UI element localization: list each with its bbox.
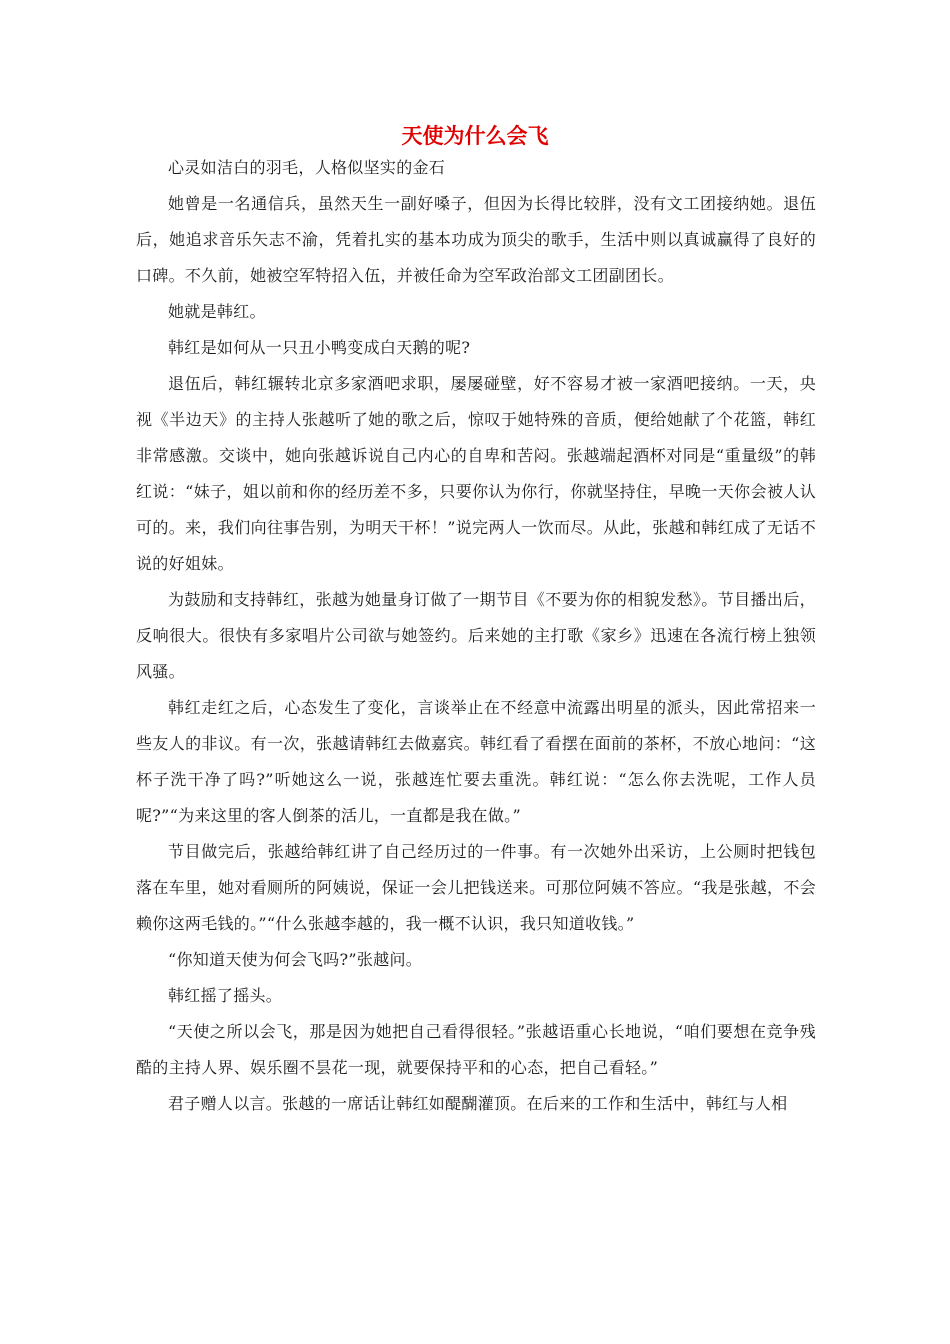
body-paragraph: 韩红走红之后，心态发生了变化，言谈举止在不经意中流露出明星的派头，因此常招来一些友人的非议。有一次，张越请韩红去做嘉宾。韩红看了看摆在面前的茶杯，不放心地问：“这杯子洗干净了吗?”听她这么一说，张越连忙要去重洗。韩红说：“怎么你去洗呢，工作人员呢?”“为来这里的客人倒茶的活儿，一直都是我在做。” (136, 698, 816, 825)
body-paragraph: 君子赠人以言。张越的一席话让韩红如醍醐灌顶。在后来的工作和生活中，韩红与人相 (168, 1094, 788, 1113)
body-paragraph: 为鼓励和支持韩红，张越为她量身订做了一期节目《不要为你的相貌发愁》。节目播出后，反响很大。很快有多家唱片公司欲与她签约。后来她的主打歌《家乡》迅速在各流行榜上独领风骚。 (136, 590, 816, 681)
article-title: 天使为什么会飞 (401, 123, 549, 148)
body-paragraph: 韩红摇了摇头。 (168, 986, 283, 1005)
body-paragraph: “你知道天使为何会飞吗?”张越问。 (168, 950, 423, 969)
body-paragraph: 退伍后，韩红辗转北京多家酒吧求职，屡屡碰壁，好不容易才被一家酒吧接纳。一天，央视《半边天》的主持人张越听了她的歌之后，惊叹于她特殊的音质，便给她献了个花篮，韩红非常感激。交谈中，她向张越诉说自己内心的自卑和苦闷。张越端起酒杯对同是“重量级”的韩红说：“妹子，姐以前和你的经历差不多，只要你认为你行，你就坚持住，早晚一天你会被人认可的。来，我们向往事告别，为明天干杯！”说完两人一饮而尽。从此，张越和韩红成了无话不说的好姐妹。 (136, 374, 816, 573)
body-paragraph: 她就是韩红。 (168, 302, 266, 321)
body-paragraph: 韩红是如何从一只丑小鸭变成白天鹅的呢? (168, 338, 471, 357)
body-paragraph: 节目做完后，张越给韩红讲了自己经历过的一件事。有一次她外出采访，上公厕时把钱包落在车里，她对看厕所的阿姨说，保证一会儿把钱送来。可那位阿姨不答应。“我是张越，不会赖你这两毛钱的。”“什么张越李越的，我一概不认识，我只知道收钱。” (136, 842, 816, 933)
article-body (136, 150, 816, 1122)
body-paragraph: “天使之所以会飞，那是因为她把自己看得很轻。”张越语重心长地说，“咱们要想在竞争残酷的主持人界、娱乐圈不昙花一现，就要保持平和的心态，把自己看轻。” (136, 1022, 816, 1077)
subtitle-paragraph: 心灵如洁白的羽毛，人格似坚实的金石 (168, 158, 446, 177)
body-paragraph: 她曾是一名通信兵，虽然天生一副好嗓子，但因为长得比较胖，没有文工团接纳她。退伍后，她追求音乐矢志不渝，凭着扎实的基本功成为顶尖的歌手，生活中则以真诚赢得了良好的口碑。不久前，她被空军特招入伍，并被任命为空军政治部文工团副团长。 (136, 194, 816, 285)
